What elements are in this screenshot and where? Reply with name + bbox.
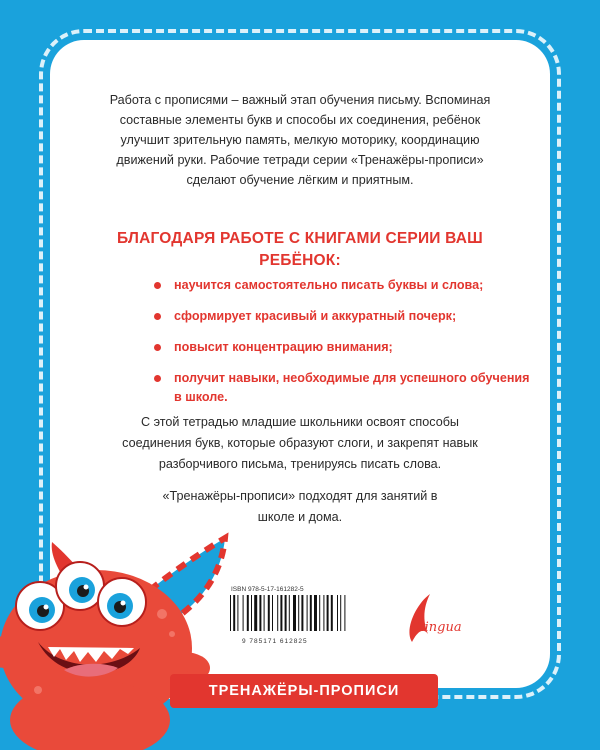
isbn-label: ISBN 978-5-17-161282-5	[231, 586, 304, 593]
series-banner	[170, 674, 438, 708]
list-item	[150, 338, 530, 357]
closing-paragraph: «Тренажёры-прописи» подходят для занятий в школе и дома.	[162, 489, 438, 524]
list-item-text: научится самостоятельно писать буквы и слова;	[174, 278, 484, 292]
bullet-dot-icon	[154, 282, 161, 289]
list-item-text: повысит концентрацию внимания;	[174, 340, 393, 354]
list-item-text: получит навыки, необходимые для успешного обучения в школе.	[174, 371, 530, 404]
barcode	[228, 586, 368, 648]
section-heading: БЛАГОДАРЯ РАБОТЕ С КНИГАМИ СЕРИИ ВАШ РЕБЁНОК:	[117, 230, 483, 269]
benefits-list	[150, 276, 530, 419]
publisher-logo	[394, 590, 494, 650]
description-paragraph: С этой тетрадью младшие школьники освоят способы соединения букв, которые образуют слоги, и закрепят навык разборчивого письма, тренируясь писать слова.	[122, 415, 478, 471]
monster-mascot-icon	[0, 530, 240, 750]
list-item-text: сформирует красивый и аккуратный почерк;	[174, 309, 457, 323]
intro-paragraph: Работа с прописями – важный этап обучения письму. Вспоминая составные элементы букв и способы их соединения, ребёнок улучшит зрительную память, мелкую моторику, координацию движений руки. Рабочие тетради серии «Тренажёры-прописи» сделают обучение лёгким и приятным.	[109, 93, 491, 187]
barcode-icon	[228, 595, 362, 631]
publisher-name: Lingua	[416, 620, 462, 635]
barcode-digits: 9 785171 612825	[242, 638, 308, 645]
list-item	[150, 369, 530, 407]
series-banner-text: ТРЕНАЖЁРЫ-ПРОПИСИ	[208, 683, 400, 699]
bullet-dot-icon	[154, 344, 161, 351]
list-item	[150, 276, 530, 295]
bullet-dot-icon	[154, 313, 161, 320]
bullet-dot-icon	[154, 375, 161, 382]
list-item	[150, 307, 530, 326]
